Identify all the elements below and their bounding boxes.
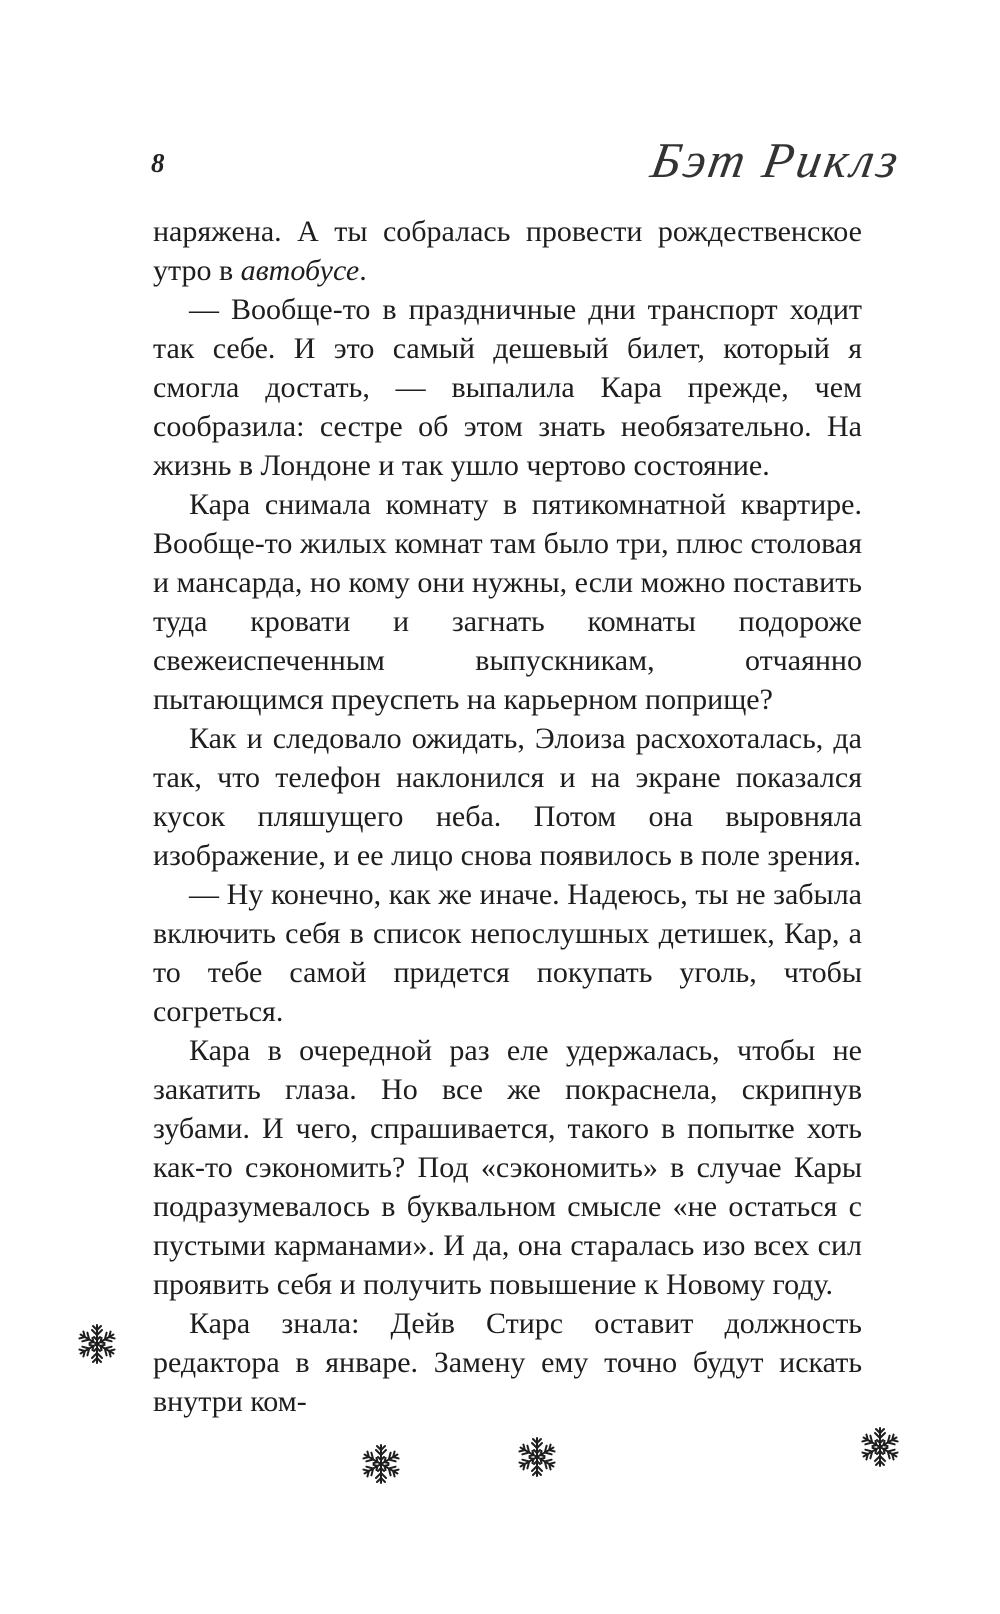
- paragraph-4: Как и следовало ожидать, Элоиза расхохоталась, да так, что телефон наклонился и на экране показался кусок пляшущего неба. Потом она выровняла изображение, и ее лицо снова появилось в поле зрения.: [153, 722, 862, 872]
- paragraph-6: Кара в очередной раз еле удержалась, чтобы не закатить глаза. Но все же покраснела, скрипнув зубами. И чего, спрашивается, такого в попытке хоть как-то сэкономить? Под «сэкономить» в случае Кары подразумевалось в буквальном смысле «не остаться с пустыми карманами». И да, она старалась изо всех сил проявить себя и получить повышение к Новому году.: [153, 1034, 862, 1301]
- paragraph-7: Кара знала: Дейв Стирс оставит должность редактора в январе. Замену ему точно будут искать внутри ком-: [153, 1307, 862, 1418]
- author-signature: Бэт Риклз: [646, 132, 905, 188]
- snowflake-icon: [75, 1322, 119, 1366]
- paragraph-3: Кара снимала комнату в пятикомнатной квартире. Вообще-то жилых комнат там было три, плюс столовая и мансарда, но кому они нужны, если можно поставить туда кровати и загнать комнаты подороже свежеиспеченным выпускникам, отчаянно пытающимся преуспеть на карьерном поприще?: [153, 488, 862, 716]
- paragraph-1: наряжена. А ты собралась провести рождественское утро в автобусе.: [153, 215, 862, 287]
- paragraph-5: — Ну конечно, как же иначе. Надеюсь, ты не забыла включить себя в список непослушных детишек, Кар, а то тебе самой придется покупать уголь, чтобы согреться.: [153, 878, 862, 1028]
- snowflake-icon: [359, 1442, 403, 1486]
- page-number: 8: [151, 148, 165, 178]
- emphasized-word: автобусе: [240, 254, 360, 287]
- page-body: [153, 212, 862, 1421]
- snowflake-icon: [858, 1425, 902, 1469]
- paragraph-2: — Вообще-то в праздничные дни транспорт ходит так себе. И это самый дешевый билет, который я смогла достать, — выпалила Кара прежде, чем сообразила: сестре об этом знать необязательно. На жизнь в Лондоне и так ушло чертово состояние.: [153, 293, 862, 482]
- snowflake-icon: [515, 1435, 559, 1479]
